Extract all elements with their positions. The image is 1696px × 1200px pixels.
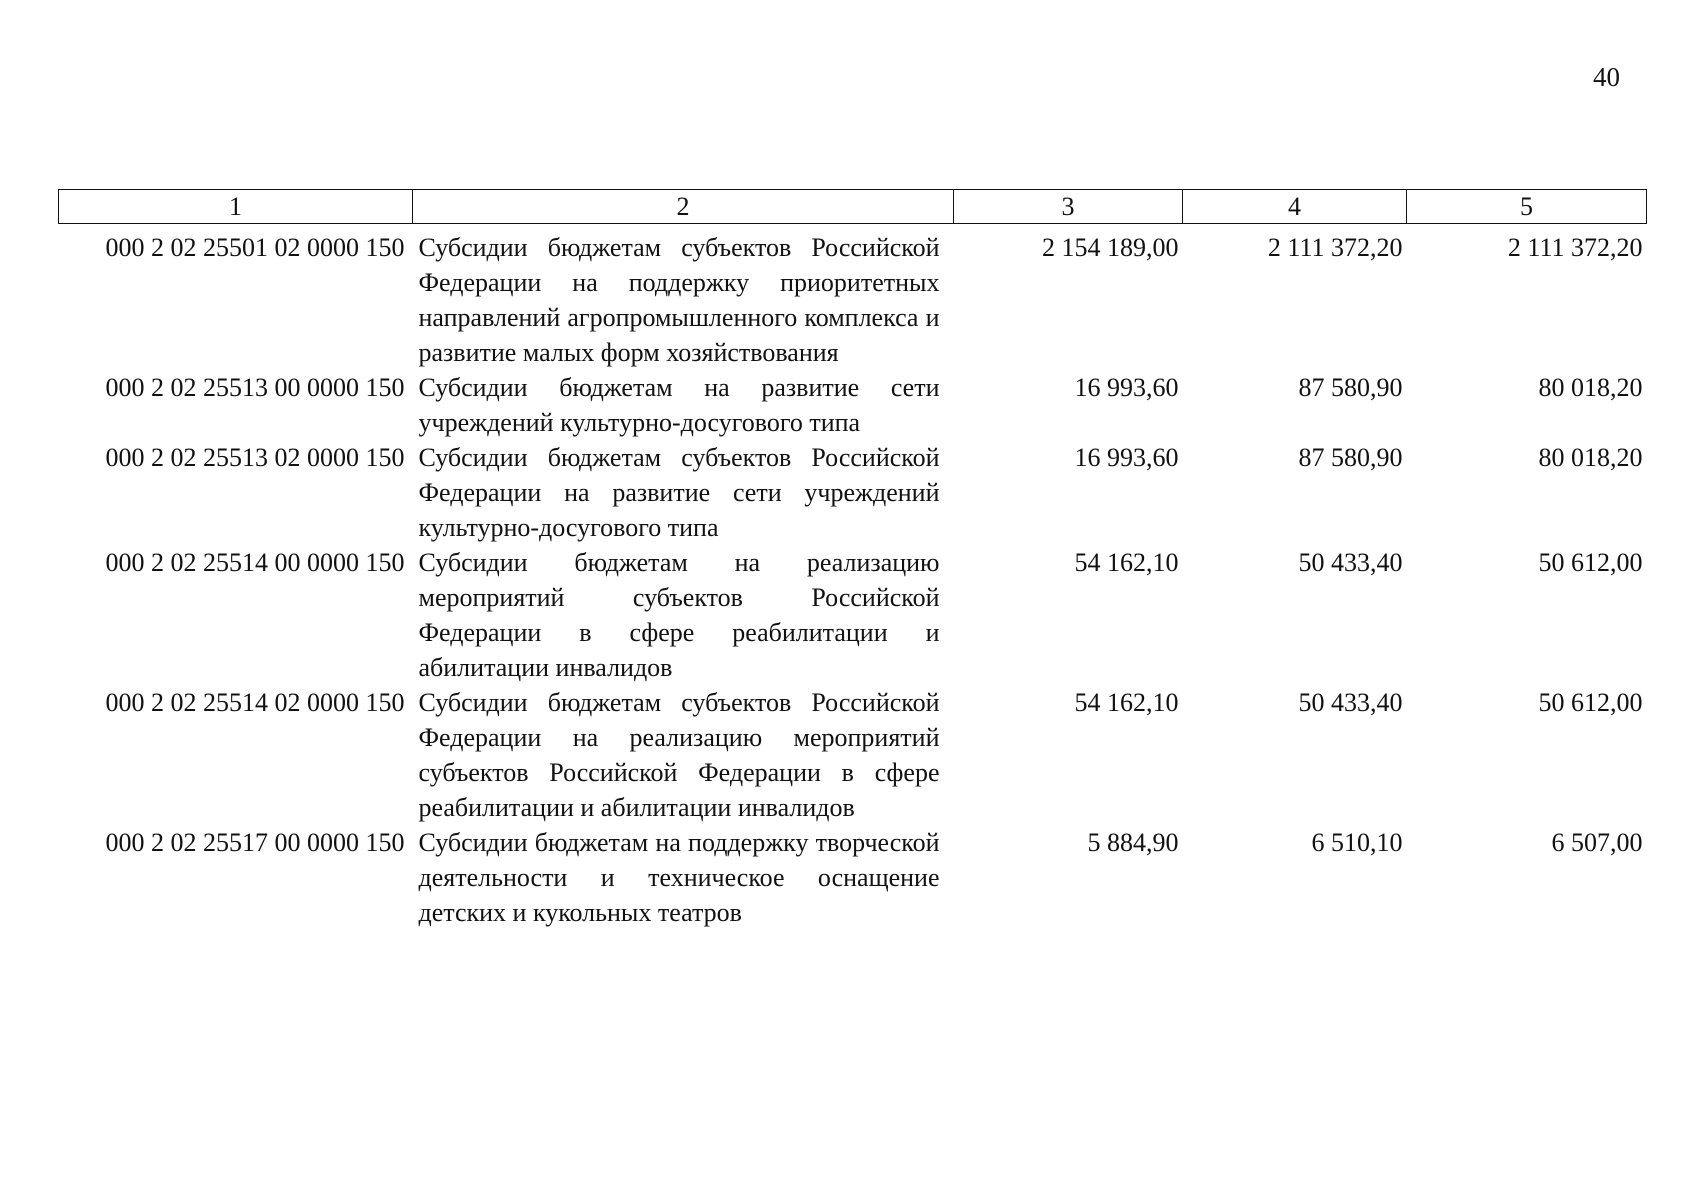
- budget-code-cell: 000 2 02 25513 00 0000 150: [105, 373, 405, 402]
- amount-col3-cell: 5 884,90: [1087, 828, 1179, 857]
- amount-col5-cell: 80 018,20: [1538, 373, 1643, 402]
- budget-code-cell: 000 2 02 25514 02 0000 150: [105, 688, 405, 717]
- amount-col5-cell: 2 111 372,20: [1507, 233, 1643, 262]
- column-header-1: 1: [59, 190, 413, 224]
- description-cell: Субсидии бюджетам на развитие сети учреждений культурно-досугового типа: [418, 373, 940, 437]
- column-header-4: 4: [1183, 190, 1407, 224]
- amount-col3-cell: 54 162,10: [1074, 548, 1179, 577]
- description-cell: Субсидии бюджетам на реализацию мероприятий субъектов Российской Федерации в сфере реабилитации и абилитации инвалидов: [418, 548, 940, 682]
- budget-code-cell: 000 2 02 25514 00 0000 150: [105, 548, 405, 577]
- table-row: [59, 825, 1647, 930]
- budget-code-cell: 000 2 02 25517 00 0000 150: [105, 828, 405, 857]
- amount-col4-cell: 6 510,10: [1311, 828, 1403, 857]
- table-row: [59, 440, 1647, 545]
- table-row: [59, 224, 1647, 371]
- amount-col4-cell: 87 580,90: [1298, 373, 1403, 402]
- description-cell: Субсидии бюджетам субъектов Российской Федерации на развитие сети учреждений культурно-досугового типа: [418, 443, 940, 542]
- amount-col4-cell: 2 111 372,20: [1267, 233, 1403, 262]
- column-header-2: 2: [413, 190, 954, 224]
- table-body: [59, 224, 1647, 931]
- amount-col4-cell: 50 433,40: [1298, 688, 1403, 717]
- table-row: [59, 370, 1647, 440]
- budget-revenue-table: [58, 189, 1647, 930]
- amount-col3-cell: 16 993,60: [1074, 373, 1179, 402]
- amount-col3-cell: 54 162,10: [1074, 688, 1179, 717]
- column-header-3: 3: [954, 190, 1183, 224]
- column-header-5: 5: [1407, 190, 1647, 224]
- amount-col5-cell: 80 018,20: [1538, 443, 1643, 472]
- description-cell: Субсидии бюджетам на поддержку творческой деятельности и техническое оснащение детских и кукольных театров: [418, 828, 940, 927]
- amount-col3-cell: 16 993,60: [1074, 443, 1179, 472]
- amount-col3-cell: 2 154 189,00: [1042, 233, 1179, 262]
- amount-col5-cell: 50 612,00: [1538, 548, 1643, 577]
- description-cell: Субсидии бюджетам субъектов Российской Федерации на реализацию мероприятий субъектов Российской Федерации в сфере реабилитации и абилитации инвалидов: [418, 688, 940, 822]
- table-row: [59, 545, 1647, 685]
- budget-code-cell: 000 2 02 25513 02 0000 150: [105, 443, 405, 472]
- column-number-row: [59, 190, 1647, 224]
- page-number: 40: [1593, 62, 1620, 92]
- amount-col4-cell: 87 580,90: [1298, 443, 1403, 472]
- amount-col5-cell: 50 612,00: [1538, 688, 1643, 717]
- amount-col4-cell: 50 433,40: [1298, 548, 1403, 577]
- amount-col5-cell: 6 507,00: [1551, 828, 1643, 857]
- description-cell: Субсидии бюджетам субъектов Российской Федерации на поддержку приоритетных направлений агропромышленного комплекса и развитие малых форм хозяйствования: [418, 233, 940, 367]
- budget-code-cell: 000 2 02 25501 02 0000 150: [105, 233, 405, 262]
- table-header: [59, 190, 1647, 224]
- table-row: [59, 685, 1647, 825]
